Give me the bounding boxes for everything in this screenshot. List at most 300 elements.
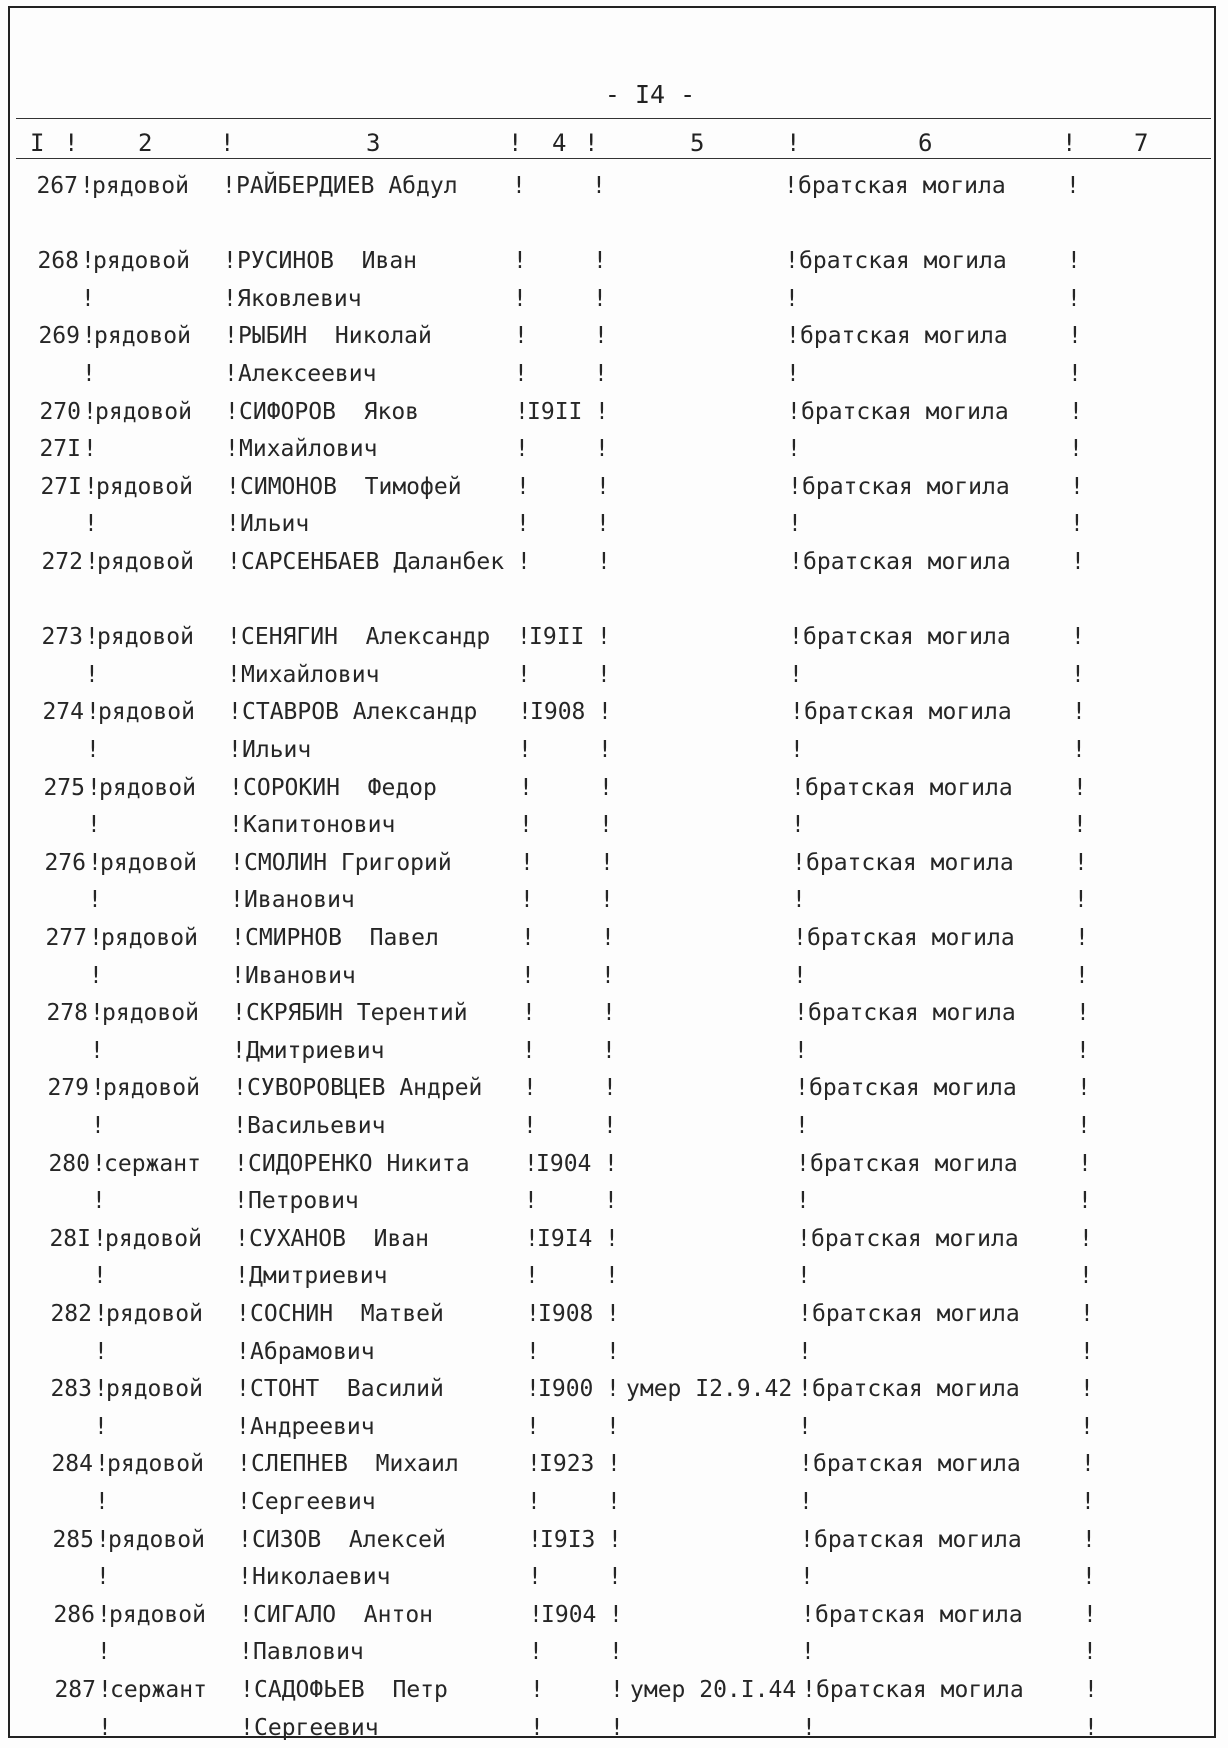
column-separator: ! [795, 1112, 809, 1139]
column-separator: ! [1070, 511, 1084, 538]
record-patronymic: Капитонович [243, 812, 396, 839]
column-separator: ! [1074, 849, 1088, 876]
column-separator: ! [81, 285, 95, 312]
column-separator: ! [787, 436, 801, 463]
column-separator: ! [784, 173, 798, 199]
column-separator: ! [87, 812, 101, 839]
record-rank: рядовой [95, 398, 192, 425]
column-separator: ! [789, 549, 803, 575]
record-patronymic: Николаевич [252, 1564, 391, 1591]
column-separator: ! [515, 436, 529, 463]
header-col-7: 7 [1134, 129, 1149, 157]
column-separator: ! [521, 925, 535, 951]
column-separator: ! [522, 1000, 536, 1027]
column-separator: ! [91, 1112, 105, 1139]
record-patronymic: Иванович [244, 887, 355, 914]
column-separator: ! [1078, 1150, 1092, 1177]
record-number: 282 [50, 1301, 92, 1327]
record-burial-place: братская могила [814, 1526, 1022, 1553]
column-separator: ! [604, 1150, 618, 1177]
column-separator: ! [1067, 248, 1081, 275]
column-separator: ! [524, 1188, 538, 1215]
column-separator: ! [799, 1451, 813, 1478]
column-separator: ! [593, 248, 607, 275]
header-separator: ! [584, 129, 599, 157]
column-separator: ! [87, 774, 101, 801]
column-separator: ! [789, 624, 803, 651]
header-col-2: 2 [138, 129, 153, 157]
record-number: 273 [41, 624, 83, 651]
column-separator: ! [597, 624, 611, 651]
column-separator: ! [525, 1263, 539, 1290]
record-number: 278 [46, 1000, 88, 1027]
record-burial-place: братская могила [801, 398, 1009, 425]
column-separator: ! [235, 1263, 249, 1290]
record-patronymic: Павлович [253, 1639, 364, 1666]
column-separator: ! [592, 173, 606, 199]
record-rank: рядовой [94, 323, 191, 350]
record-number: 287 [54, 1677, 96, 1703]
column-separator: ! [523, 1112, 537, 1139]
column-separator: ! [93, 1225, 107, 1252]
record-birth-year: I9II [529, 624, 585, 651]
column-separator: ! [606, 1376, 620, 1403]
record-name: СИФОРОВ Яков [239, 398, 420, 425]
column-separator: ! [601, 925, 615, 951]
column-separator: ! [525, 1225, 539, 1252]
column-separator: ! [239, 1639, 253, 1666]
column-separator: ! [800, 1564, 814, 1591]
column-separator: ! [1072, 699, 1086, 726]
page-number: - I4 - [604, 80, 696, 109]
column-separator: ! [524, 1150, 538, 1177]
record-patronymic: Ильич [242, 736, 312, 763]
column-separator: ! [527, 1451, 541, 1478]
column-separator: ! [1079, 1225, 1093, 1252]
column-separator: ! [787, 398, 801, 425]
record-name: СМИРНОВ Павел [245, 925, 439, 951]
record-number: 270 [39, 398, 81, 425]
column-separator: ! [1071, 661, 1085, 688]
column-separator: ! [795, 1075, 809, 1102]
column-separator: ! [237, 1451, 251, 1478]
column-separator: ! [599, 774, 613, 801]
header-col-5: 5 [690, 129, 705, 157]
column-separator: ! [520, 887, 534, 914]
record-birth-year: I9I3 [540, 1526, 596, 1553]
column-separator: ! [526, 1338, 540, 1365]
record-number: 284 [51, 1451, 93, 1478]
column-separator: ! [222, 173, 236, 199]
record-burial-place: братская могила [811, 1225, 1019, 1252]
column-separator: ! [1075, 925, 1089, 951]
column-separator: ! [608, 1564, 622, 1591]
record-rank: рядовой [93, 248, 190, 275]
column-separator: ! [609, 1601, 623, 1628]
record-burial-place: братская могила [812, 1301, 1020, 1327]
record-name: РУСИНОВ Иван [237, 248, 418, 275]
record-patronymic: Дмитриевич [249, 1263, 388, 1290]
record-burial-place: братская могила [802, 473, 1010, 500]
record-number: 274 [42, 699, 84, 726]
column-separator: ! [96, 1526, 110, 1553]
record-number: 28I [49, 1225, 91, 1252]
column-separator: ! [230, 887, 244, 914]
column-separator: ! [82, 360, 96, 387]
column-separator: ! [1069, 436, 1083, 463]
column-separator: ! [224, 323, 238, 350]
column-separator: ! [607, 1488, 621, 1515]
record-patronymic: Васильевич [247, 1112, 386, 1139]
record-number: 276 [44, 849, 86, 876]
column-separator: ! [88, 849, 102, 876]
column-separator: ! [232, 1000, 246, 1027]
record-name: САДОФЬЕВ Петр [254, 1677, 448, 1703]
header-separator: ! [508, 129, 523, 157]
record-number: 279 [47, 1075, 89, 1102]
record-burial-place: братская могила [807, 925, 1015, 951]
column-separator: ! [519, 812, 533, 839]
column-separator: ! [516, 473, 530, 500]
column-separator: ! [529, 1639, 543, 1666]
column-separator: ! [791, 812, 805, 839]
record-rank: рядовой [97, 624, 194, 651]
record-rank: рядовой [96, 473, 193, 500]
column-separator: ! [90, 1000, 104, 1027]
column-separator: ! [798, 1338, 812, 1365]
column-separator: ! [526, 1376, 540, 1403]
column-separator: ! [529, 1601, 543, 1628]
record-rank: рядовой [106, 1376, 203, 1403]
column-separator: ! [798, 1376, 812, 1403]
column-separator: ! [92, 1188, 106, 1215]
column-separator: ! [610, 1714, 624, 1741]
column-separator: ! [238, 1526, 252, 1553]
column-separator: ! [84, 473, 98, 500]
column-separator: ! [599, 812, 613, 839]
column-separator: ! [801, 1639, 815, 1666]
column-separator: ! [229, 812, 243, 839]
column-separator: ! [513, 248, 527, 275]
column-separator: ! [796, 1150, 810, 1177]
record-number: 285 [52, 1526, 94, 1553]
column-separator: ! [604, 1188, 618, 1215]
record-rank: рядовой [108, 1526, 205, 1553]
record-patronymic: Алексеевич [238, 360, 377, 387]
record-rank: рядовой [109, 1601, 206, 1628]
header-col-3: 3 [366, 129, 381, 157]
column-separator: ! [518, 736, 532, 763]
column-separator: ! [223, 248, 237, 275]
column-separator: ! [792, 849, 806, 876]
column-separator: ! [602, 1000, 616, 1027]
column-separator: ! [1078, 1188, 1092, 1215]
column-separator: ! [514, 323, 528, 350]
record-burial-place: братская могила [813, 1451, 1021, 1478]
column-separator: ! [603, 1112, 617, 1139]
column-separator: ! [98, 1714, 112, 1741]
record-number: 268 [37, 248, 79, 275]
column-separator: ! [95, 1488, 109, 1515]
header-top-rule [16, 118, 1211, 119]
column-separator: ! [233, 1075, 247, 1102]
record-number: 272 [41, 549, 83, 575]
column-separator: ! [606, 1413, 620, 1440]
column-separator: ! [237, 1488, 251, 1515]
record-burial-place: братская могила [810, 1150, 1018, 1177]
record-rank: рядовой [97, 549, 194, 575]
column-separator: ! [223, 285, 237, 312]
column-separator: ! [512, 173, 526, 199]
column-separator: ! [227, 624, 241, 651]
column-separator: ! [598, 736, 612, 763]
record-patronymic: Ильич [240, 511, 310, 538]
record-rank: рядовой [103, 1075, 200, 1102]
record-burial-place: братская могила [806, 849, 1014, 876]
record-name: СЛЕПНЕВ Михаил [251, 1451, 459, 1478]
record-number: 275 [43, 774, 85, 801]
column-separator: ! [225, 436, 239, 463]
column-separator: ! [86, 699, 100, 726]
column-separator: ! [1082, 1564, 1096, 1591]
column-separator: ! [90, 1037, 104, 1064]
column-separator: ! [85, 661, 99, 688]
record-note: умер 20.I.44 [630, 1677, 797, 1703]
record-birth-year: I904 [536, 1150, 592, 1177]
column-separator: ! [600, 849, 614, 876]
column-separator: ! [96, 1564, 110, 1591]
column-separator: ! [235, 1225, 249, 1252]
column-separator: ! [1072, 736, 1086, 763]
column-separator: ! [85, 624, 99, 651]
header-bottom-rule [16, 158, 1211, 159]
column-separator: ! [517, 549, 531, 575]
column-separator: ! [788, 473, 802, 500]
column-separator: ! [95, 1451, 109, 1478]
column-separator: ! [793, 962, 807, 989]
column-separator: ! [597, 549, 611, 575]
column-separator: ! [598, 699, 612, 726]
column-separator: ! [1082, 1526, 1096, 1553]
record-name: РЫБИН Николай [238, 323, 432, 350]
record-number: 27I [40, 473, 82, 500]
column-separator: ! [800, 1526, 814, 1553]
column-separator: ! [527, 1488, 541, 1515]
column-separator: ! [517, 624, 531, 651]
column-separator: ! [594, 360, 608, 387]
record-number: 280 [48, 1150, 90, 1177]
column-separator: ! [231, 925, 245, 951]
column-separator: ! [1076, 1037, 1090, 1064]
record-rank: рядовой [100, 849, 197, 876]
column-separator: ! [1068, 323, 1082, 350]
column-separator: ! [226, 511, 240, 538]
column-separator: ! [1068, 360, 1082, 387]
record-number: 277 [45, 925, 87, 951]
record-name: СИДОРЕНКО Никита [248, 1150, 470, 1177]
record-burial-place: братская могила [809, 1075, 1017, 1102]
record-name: СТАВРОВ Александр [242, 699, 478, 726]
record-rank: сержант [104, 1150, 201, 1177]
column-separator: ! [603, 1075, 617, 1102]
column-separator: ! [92, 1150, 106, 1177]
record-burial-place: братская могила [812, 1376, 1020, 1403]
column-separator: ! [602, 1037, 616, 1064]
column-separator: ! [513, 285, 527, 312]
column-separator: ! [97, 1639, 111, 1666]
column-separator: ! [1081, 1488, 1095, 1515]
column-separator: ! [93, 1263, 107, 1290]
column-separator: ! [91, 1075, 105, 1102]
column-separator: ! [601, 962, 615, 989]
column-separator: ! [225, 398, 239, 425]
column-separator: ! [227, 549, 241, 575]
column-separator: ! [515, 398, 529, 425]
column-separator: ! [788, 511, 802, 538]
column-separator: ! [595, 398, 609, 425]
column-separator: ! [802, 1677, 816, 1703]
column-separator: ! [234, 1150, 248, 1177]
column-separator: ! [797, 1263, 811, 1290]
column-separator: ! [1074, 887, 1088, 914]
record-number: 267 [36, 173, 78, 199]
header-separator: ! [786, 129, 801, 157]
column-separator: ! [530, 1677, 544, 1703]
column-separator: ! [94, 1376, 108, 1403]
record-rank: рядовой [92, 173, 189, 199]
record-birth-year: I908 [538, 1301, 594, 1327]
column-separator: ! [528, 1526, 542, 1553]
column-separator: ! [785, 248, 799, 275]
column-separator: ! [517, 661, 531, 688]
header-separator: ! [1062, 129, 1077, 157]
column-separator: ! [798, 1301, 812, 1327]
column-separator: ! [796, 1188, 810, 1215]
column-separator: ! [1069, 398, 1083, 425]
column-separator: ! [227, 661, 241, 688]
column-separator: ! [234, 1188, 248, 1215]
record-birth-year: I904 [541, 1601, 597, 1628]
column-separator: ! [596, 511, 610, 538]
record-birth-year: I9I4 [537, 1225, 593, 1252]
column-separator: ! [1070, 473, 1084, 500]
column-separator: ! [1071, 624, 1085, 651]
record-name: СКРЯБИН Терентий [246, 1000, 468, 1027]
column-separator: ! [238, 1564, 252, 1591]
record-name: СИГАЛО Антон [253, 1601, 434, 1628]
column-separator: ! [86, 736, 100, 763]
column-separator: ! [516, 511, 530, 538]
column-separator: ! [1083, 1601, 1097, 1628]
record-number: 286 [53, 1601, 95, 1628]
column-separator: ! [523, 1075, 537, 1102]
column-separator: ! [1079, 1263, 1093, 1290]
column-separator: ! [83, 398, 97, 425]
column-separator: ! [521, 962, 535, 989]
column-separator: ! [522, 1037, 536, 1064]
column-separator: ! [606, 1338, 620, 1365]
column-separator: ! [785, 285, 799, 312]
header-col-1: I [30, 129, 45, 157]
column-separator: ! [88, 887, 102, 914]
record-patronymic: Сергеевич [254, 1714, 379, 1741]
column-separator: ! [1080, 1413, 1094, 1440]
column-separator: ! [798, 1413, 812, 1440]
column-separator: ! [526, 1413, 540, 1440]
column-separator: ! [790, 736, 804, 763]
record-birth-year: I900 [538, 1376, 594, 1403]
column-separator: ! [228, 699, 242, 726]
record-patronymic: Петрович [248, 1188, 359, 1215]
column-separator: ! [789, 661, 803, 688]
record-rank: рядовой [99, 774, 196, 801]
record-birth-year: I9II [527, 398, 583, 425]
record-name: СУВОРОВЦЕВ Андрей [247, 1075, 483, 1102]
record-burial-place: братская могила [815, 1601, 1023, 1628]
column-separator: ! [797, 1225, 811, 1252]
column-separator: ! [593, 285, 607, 312]
column-separator: ! [610, 1677, 624, 1703]
column-separator: ! [607, 1451, 621, 1478]
record-rank: рядовой [107, 1451, 204, 1478]
record-rank: сержант [110, 1677, 207, 1703]
record-birth-year: I908 [530, 699, 586, 726]
column-separator: ! [84, 511, 98, 538]
column-separator: ! [793, 925, 807, 951]
column-separator: ! [791, 774, 805, 801]
column-separator: ! [89, 925, 103, 951]
column-separator: ! [1080, 1376, 1094, 1403]
column-separator: ! [528, 1564, 542, 1591]
column-separator: ! [1077, 1075, 1091, 1102]
record-burial-place: братская могила [808, 1000, 1016, 1027]
record-name: СТОНТ Василий [250, 1376, 444, 1403]
column-separator: ! [790, 699, 804, 726]
record-rank: рядовой [102, 1000, 199, 1027]
record-patronymic: Сергеевич [251, 1488, 376, 1515]
column-separator: ! [1084, 1714, 1098, 1741]
record-note: умер I2.9.42 [626, 1376, 793, 1403]
column-separator: ! [94, 1301, 108, 1327]
column-separator: ! [1080, 1338, 1094, 1365]
record-patronymic: Иванович [245, 962, 356, 989]
column-separator: ! [799, 1488, 813, 1515]
column-separator: ! [1077, 1112, 1091, 1139]
column-separator: ! [94, 1338, 108, 1365]
record-name: СУХАНОВ Иван [249, 1225, 430, 1252]
record-number: 283 [50, 1376, 92, 1403]
column-separator: ! [1073, 812, 1087, 839]
column-separator: ! [1080, 1301, 1094, 1327]
record-birth-year: I923 [539, 1451, 595, 1478]
column-separator: ! [1071, 549, 1085, 575]
column-separator: ! [794, 1037, 808, 1064]
column-separator: ! [230, 849, 244, 876]
column-separator: ! [97, 1601, 111, 1628]
column-separator: ! [1073, 774, 1087, 801]
column-separator: ! [519, 774, 533, 801]
column-separator: ! [233, 1112, 247, 1139]
column-separator: ! [530, 1714, 544, 1741]
column-separator: ! [85, 549, 99, 575]
column-separator: ! [83, 436, 97, 463]
column-separator: ! [1081, 1451, 1095, 1478]
column-separator: ! [605, 1225, 619, 1252]
record-rank: рядовой [106, 1301, 203, 1327]
header-col-6: 6 [918, 129, 933, 157]
record-burial-place: братская могила [803, 624, 1011, 651]
column-separator: ! [520, 849, 534, 876]
